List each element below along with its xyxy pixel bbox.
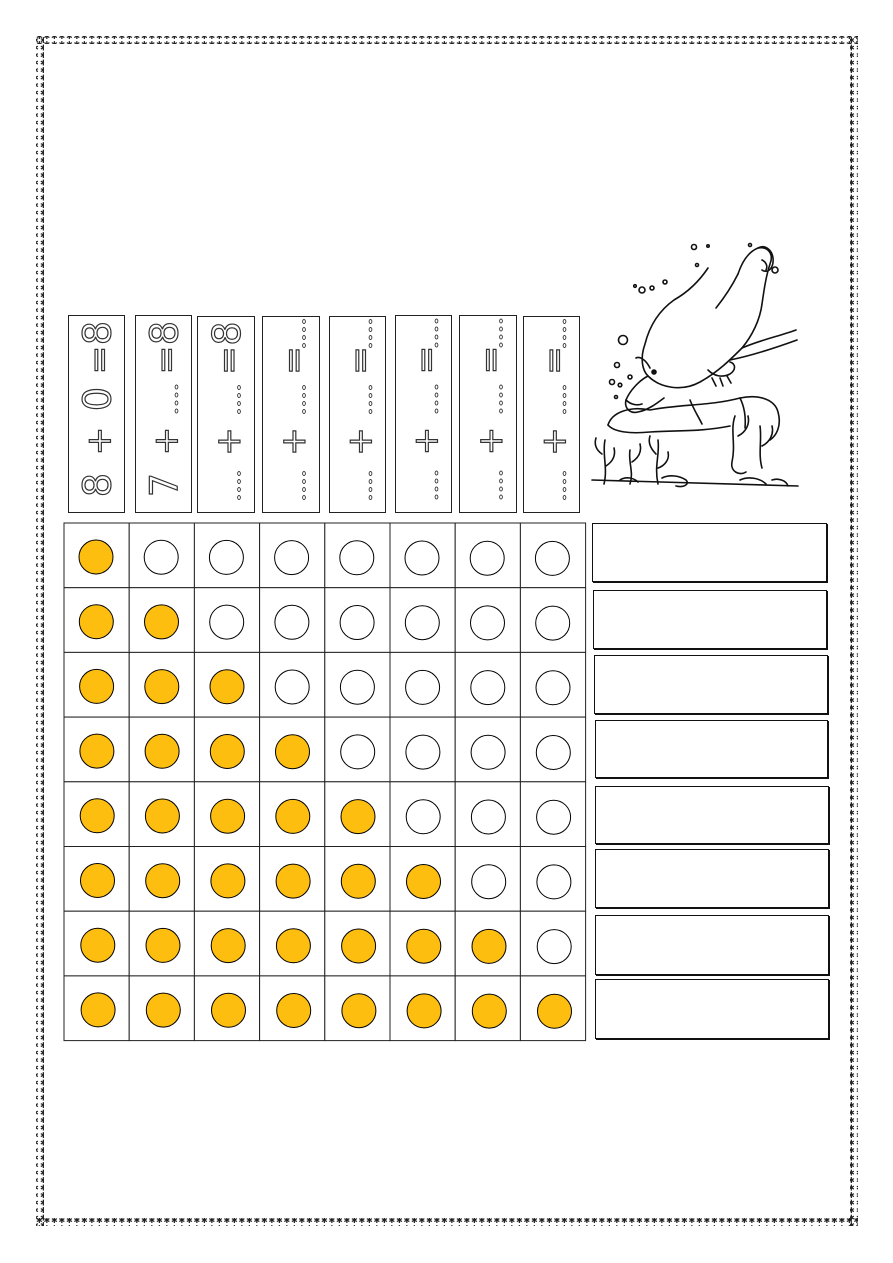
equals-sign: = bbox=[534, 346, 575, 375]
equation-card bbox=[262, 316, 320, 513]
grid-cell bbox=[129, 717, 194, 782]
grid-cell bbox=[64, 976, 129, 1041]
blank-first-addend[interactable] bbox=[238, 472, 241, 500]
answer-box[interactable] bbox=[593, 590, 827, 649]
equals-sign: = bbox=[340, 346, 381, 375]
blank-sum[interactable] bbox=[303, 320, 306, 348]
blank-second-addend[interactable] bbox=[175, 385, 178, 413]
equation-card bbox=[68, 315, 125, 513]
second-addend: 0 bbox=[75, 386, 120, 412]
grid-cell bbox=[520, 717, 585, 782]
blank-first-addend[interactable] bbox=[369, 472, 372, 500]
grid-cell bbox=[520, 911, 585, 976]
grid-cell bbox=[64, 588, 129, 653]
equals-sign: = bbox=[406, 345, 447, 375]
grid-cell bbox=[520, 588, 585, 653]
blank-second-addend[interactable] bbox=[369, 386, 372, 414]
plus-sign: + bbox=[340, 427, 381, 456]
answer-box[interactable] bbox=[595, 915, 829, 975]
equation-card bbox=[329, 316, 386, 513]
grid-cell bbox=[194, 717, 259, 782]
answer-box[interactable] bbox=[594, 655, 828, 714]
answer-box[interactable] bbox=[592, 523, 827, 582]
grid-cell bbox=[390, 782, 455, 847]
grid-cell bbox=[325, 847, 390, 912]
plus-sign: + bbox=[406, 426, 447, 456]
grid-cell bbox=[455, 523, 520, 588]
blank-first-addend[interactable] bbox=[563, 472, 566, 500]
blank-first-addend[interactable] bbox=[435, 471, 438, 499]
grid-cell bbox=[520, 652, 585, 717]
grid-cell bbox=[129, 976, 194, 1041]
grid-cell bbox=[325, 782, 390, 847]
blank-first-addend[interactable] bbox=[500, 471, 503, 499]
grid-cell bbox=[260, 847, 325, 912]
grid-cell bbox=[64, 911, 129, 976]
grid-cell bbox=[325, 976, 390, 1041]
blank-second-addend[interactable] bbox=[563, 386, 566, 414]
grid-cell bbox=[520, 523, 585, 588]
grid-cell bbox=[325, 588, 390, 653]
blank-second-addend[interactable] bbox=[435, 385, 438, 413]
first-addend: 7 bbox=[142, 472, 187, 498]
plus-sign: + bbox=[471, 426, 511, 456]
sum: 8 bbox=[75, 320, 120, 346]
grid-cell bbox=[455, 976, 520, 1041]
grid-cell bbox=[390, 523, 455, 588]
grid-cell bbox=[520, 782, 585, 847]
grid-cell bbox=[455, 588, 520, 653]
answer-box[interactable] bbox=[595, 786, 829, 844]
grid-cell bbox=[129, 523, 194, 588]
grid-cell bbox=[390, 847, 455, 912]
grid-cell bbox=[194, 782, 259, 847]
grid-cell bbox=[455, 911, 520, 976]
blank-first-addend[interactable] bbox=[303, 472, 306, 500]
grid-cell bbox=[194, 847, 259, 912]
answer-box[interactable] bbox=[595, 720, 828, 778]
blank-sum[interactable] bbox=[500, 319, 503, 347]
plus-sign: + bbox=[146, 426, 187, 456]
grid-cell bbox=[455, 782, 520, 847]
grid-cell bbox=[194, 911, 259, 976]
grid-cell bbox=[520, 847, 585, 912]
grid-cell bbox=[260, 976, 325, 1041]
equals-sign: = bbox=[79, 345, 120, 375]
equation-card bbox=[395, 315, 452, 513]
answer-box[interactable] bbox=[595, 979, 829, 1039]
grid-cell bbox=[260, 911, 325, 976]
grid-cell bbox=[455, 847, 520, 912]
grid-cell bbox=[64, 717, 129, 782]
plus-sign: + bbox=[79, 426, 120, 456]
grid-cell bbox=[260, 588, 325, 653]
grid-cell bbox=[194, 523, 259, 588]
blank-second-addend[interactable] bbox=[238, 386, 241, 414]
grid-cell bbox=[64, 782, 129, 847]
equation-card bbox=[135, 315, 192, 513]
grid-cell bbox=[260, 652, 325, 717]
grid-cell bbox=[325, 911, 390, 976]
plus-sign: + bbox=[209, 427, 249, 456]
grid-cell bbox=[455, 717, 520, 782]
grid-cell bbox=[129, 911, 194, 976]
grid-cell bbox=[520, 976, 585, 1041]
grid-cell bbox=[64, 652, 129, 717]
blank-second-addend[interactable] bbox=[500, 385, 503, 413]
blank-sum[interactable] bbox=[563, 320, 566, 348]
grid-cell bbox=[390, 717, 455, 782]
grid-cell bbox=[129, 588, 194, 653]
grid-cell bbox=[390, 588, 455, 653]
plus-sign: + bbox=[534, 427, 575, 456]
grid-cell bbox=[260, 523, 325, 588]
blank-sum[interactable] bbox=[435, 319, 438, 347]
grid-cell bbox=[129, 782, 194, 847]
equation-card bbox=[523, 316, 580, 513]
grid-cell bbox=[194, 652, 259, 717]
equals-sign: = bbox=[209, 346, 249, 375]
grid-cell bbox=[390, 976, 455, 1041]
grid-cell bbox=[64, 847, 129, 912]
sum: 8 bbox=[142, 320, 187, 346]
grid-cell bbox=[64, 523, 129, 588]
equation-card bbox=[459, 315, 517, 513]
grid-cell bbox=[194, 976, 259, 1041]
plus-sign: + bbox=[274, 427, 314, 456]
first-addend: 8 bbox=[75, 472, 120, 498]
grid-cell bbox=[129, 652, 194, 717]
platypus-illustration-icon bbox=[590, 240, 800, 490]
equals-sign: = bbox=[471, 345, 511, 375]
grid-cell bbox=[325, 652, 390, 717]
grid-cell bbox=[390, 911, 455, 976]
equals-sign: = bbox=[274, 346, 314, 375]
grid-cell bbox=[260, 782, 325, 847]
grid-cell bbox=[455, 652, 520, 717]
grid-cell bbox=[129, 847, 194, 912]
blank-sum[interactable] bbox=[369, 320, 372, 348]
grid-cell bbox=[325, 523, 390, 588]
equation-card bbox=[197, 316, 255, 513]
grid-cell bbox=[194, 588, 259, 653]
sum: 8 bbox=[205, 321, 249, 346]
grid-cell bbox=[325, 717, 390, 782]
grid-cell bbox=[260, 717, 325, 782]
answer-box[interactable] bbox=[595, 849, 829, 908]
grid-cell bbox=[390, 652, 455, 717]
equals-sign: = bbox=[146, 345, 187, 375]
blank-second-addend[interactable] bbox=[303, 386, 306, 414]
